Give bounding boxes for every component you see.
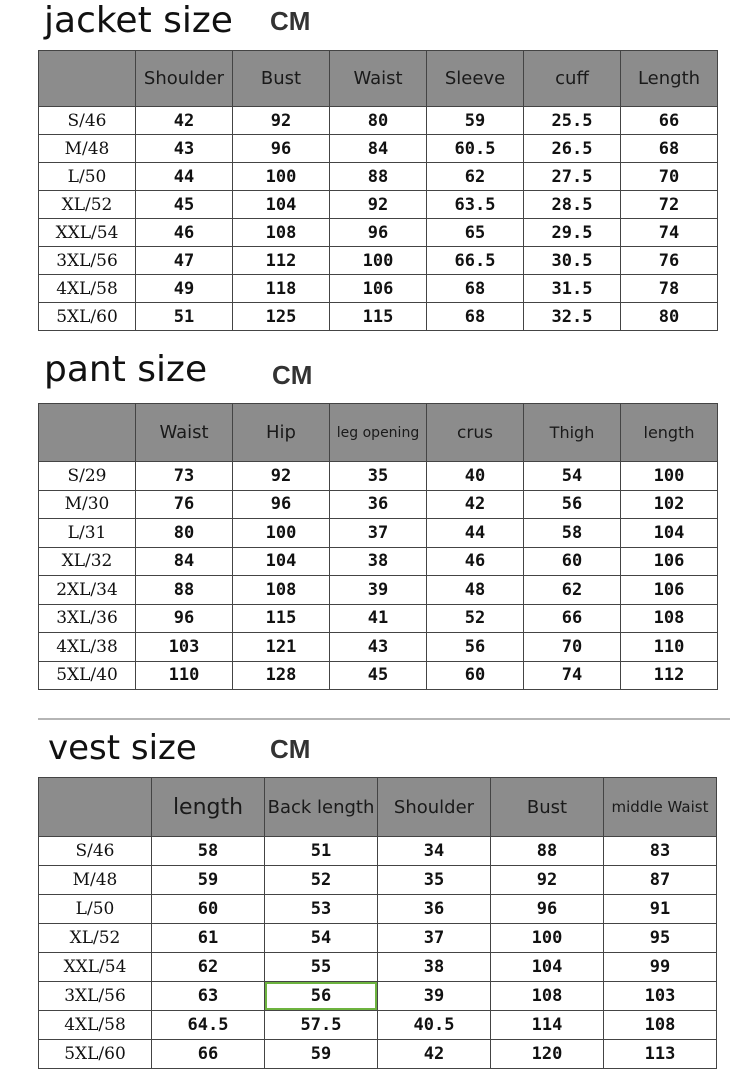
measurement-cell: 59 xyxy=(265,1040,378,1069)
size-label-cell: M/48 xyxy=(39,135,136,163)
vest-size-table xyxy=(38,777,717,1069)
size-label-cell: S/46 xyxy=(39,107,136,135)
measurement-cell: 56 xyxy=(427,633,524,662)
table-row xyxy=(39,219,718,247)
measurement-cell: 48 xyxy=(427,576,524,605)
measurement-cell: 63.5 xyxy=(427,191,524,219)
size-label-cell: 2XL/34 xyxy=(39,576,136,605)
measurement-cell: 66 xyxy=(152,1040,265,1069)
measurement-cell: 45 xyxy=(136,191,233,219)
jacket-header-row xyxy=(39,51,718,107)
table-row xyxy=(39,247,718,275)
measurement-cell: 74 xyxy=(524,661,621,690)
measurement-cell: 108 xyxy=(604,1011,717,1040)
measurement-cell: 62 xyxy=(152,953,265,982)
measurement-cell: 49 xyxy=(136,275,233,303)
column-header-bust: Bust xyxy=(491,778,604,837)
table-row xyxy=(39,1040,717,1069)
measurement-cell: 60 xyxy=(152,895,265,924)
column-header-length: length xyxy=(152,778,265,837)
measurement-cell: 28.5 xyxy=(524,191,621,219)
size-label-cell: 3XL/56 xyxy=(39,247,136,275)
measurement-cell: 70 xyxy=(524,633,621,662)
measurement-cell: 106 xyxy=(621,547,718,576)
size-label-cell: XL/32 xyxy=(39,547,136,576)
measurement-cell: 60 xyxy=(427,661,524,690)
measurement-cell: 38 xyxy=(330,547,427,576)
measurement-cell: 59 xyxy=(427,107,524,135)
table-row xyxy=(39,604,718,633)
measurement-cell: 113 xyxy=(604,1040,717,1069)
measurement-cell: 110 xyxy=(621,633,718,662)
table-row xyxy=(39,633,718,662)
measurement-cell: 42 xyxy=(136,107,233,135)
measurement-cell: 108 xyxy=(233,219,330,247)
pant-title: pant size xyxy=(44,349,208,390)
measurement-cell: 78 xyxy=(621,275,718,303)
jacket-title: jacket size xyxy=(44,0,233,41)
measurement-cell: 29.5 xyxy=(524,219,621,247)
section-divider xyxy=(38,718,730,720)
measurement-cell: 88 xyxy=(330,163,427,191)
measurement-cell: 44 xyxy=(136,163,233,191)
measurement-cell: 108 xyxy=(491,982,604,1011)
column-header-size xyxy=(39,404,136,462)
size-label-cell: S/29 xyxy=(39,462,136,491)
table-row xyxy=(39,1011,717,1040)
table-row xyxy=(39,191,718,219)
measurement-cell: 84 xyxy=(136,547,233,576)
measurement-cell: 41 xyxy=(330,604,427,633)
measurement-cell: 92 xyxy=(233,107,330,135)
measurement-cell: 99 xyxy=(604,953,717,982)
measurement-cell: 114 xyxy=(491,1011,604,1040)
measurement-cell: 125 xyxy=(233,303,330,331)
table-row xyxy=(39,953,717,982)
column-header-cuff: cuff xyxy=(524,51,621,107)
column-header-middle-waist: middle Waist xyxy=(604,778,717,837)
measurement-cell: 53 xyxy=(265,895,378,924)
measurement-cell: 84 xyxy=(330,135,427,163)
pant-unit: CM xyxy=(272,360,313,390)
vest-header-row xyxy=(39,778,717,837)
measurement-cell: 104 xyxy=(233,547,330,576)
measurement-cell: 57.5 xyxy=(265,1011,378,1040)
measurement-cell: 100 xyxy=(491,924,604,953)
measurement-cell: 56 xyxy=(265,982,378,1011)
measurement-cell: 52 xyxy=(265,866,378,895)
measurement-cell: 95 xyxy=(604,924,717,953)
measurement-cell: 51 xyxy=(136,303,233,331)
size-label-cell: L/31 xyxy=(39,519,136,548)
measurement-cell: 112 xyxy=(233,247,330,275)
measurement-cell: 68 xyxy=(427,275,524,303)
measurement-cell: 104 xyxy=(491,953,604,982)
table-row xyxy=(39,895,717,924)
size-label-cell: 5XL/60 xyxy=(39,1040,152,1069)
column-header-crus: crus xyxy=(427,404,524,462)
column-header-size xyxy=(39,51,136,107)
measurement-cell: 100 xyxy=(233,519,330,548)
measurement-cell: 60.5 xyxy=(427,135,524,163)
measurement-cell: 37 xyxy=(378,924,491,953)
measurement-cell: 96 xyxy=(330,219,427,247)
measurement-cell: 56 xyxy=(524,490,621,519)
measurement-cell: 121 xyxy=(233,633,330,662)
measurement-cell: 39 xyxy=(330,576,427,605)
measurement-cell: 42 xyxy=(378,1040,491,1069)
table-row xyxy=(39,135,718,163)
measurement-cell: 104 xyxy=(621,519,718,548)
measurement-cell: 59 xyxy=(152,866,265,895)
measurement-cell: 66 xyxy=(621,107,718,135)
measurement-cell: 46 xyxy=(427,547,524,576)
measurement-cell: 62 xyxy=(524,576,621,605)
jacket-size-table xyxy=(38,50,718,331)
measurement-cell: 128 xyxy=(233,661,330,690)
measurement-cell: 55 xyxy=(265,953,378,982)
measurement-cell: 60 xyxy=(524,547,621,576)
measurement-cell: 72 xyxy=(621,191,718,219)
measurement-cell: 40 xyxy=(427,462,524,491)
table-row xyxy=(39,107,718,135)
column-header-waist: Waist xyxy=(330,51,427,107)
measurement-cell: 30.5 xyxy=(524,247,621,275)
table-row xyxy=(39,462,718,491)
table-row xyxy=(39,576,718,605)
measurement-cell: 27.5 xyxy=(524,163,621,191)
column-header-shoulder: Shoulder xyxy=(136,51,233,107)
size-label-cell: XXL/54 xyxy=(39,219,136,247)
pant-header-row xyxy=(39,404,718,462)
measurement-cell: 36 xyxy=(330,490,427,519)
column-header-waist: Waist xyxy=(136,404,233,462)
size-label-cell: 4XL/58 xyxy=(39,1011,152,1040)
measurement-cell: 40.5 xyxy=(378,1011,491,1040)
table-row xyxy=(39,303,718,331)
measurement-cell: 54 xyxy=(265,924,378,953)
measurement-cell: 73 xyxy=(136,462,233,491)
measurement-cell: 45 xyxy=(330,661,427,690)
table-row xyxy=(39,547,718,576)
measurement-cell: 92 xyxy=(491,866,604,895)
measurement-cell: 80 xyxy=(621,303,718,331)
measurement-cell: 103 xyxy=(136,633,233,662)
measurement-cell: 115 xyxy=(330,303,427,331)
table-row xyxy=(39,837,717,866)
column-header-size xyxy=(39,778,152,837)
measurement-cell: 115 xyxy=(233,604,330,633)
measurement-cell: 96 xyxy=(233,135,330,163)
measurement-cell: 88 xyxy=(136,576,233,605)
column-header-leg-opening: leg opening xyxy=(330,404,427,462)
measurement-cell: 110 xyxy=(136,661,233,690)
measurement-cell: 34 xyxy=(378,837,491,866)
measurement-cell: 36 xyxy=(378,895,491,924)
measurement-cell: 37 xyxy=(330,519,427,548)
column-header-shoulder: Shoulder xyxy=(378,778,491,837)
measurement-cell: 103 xyxy=(604,982,717,1011)
size-label-cell: L/50 xyxy=(39,163,136,191)
size-label-cell: M/30 xyxy=(39,490,136,519)
measurement-cell: 52 xyxy=(427,604,524,633)
measurement-cell: 62 xyxy=(427,163,524,191)
measurement-cell: 118 xyxy=(233,275,330,303)
measurement-cell: 92 xyxy=(330,191,427,219)
measurement-cell: 96 xyxy=(136,604,233,633)
measurement-cell: 102 xyxy=(621,490,718,519)
table-row xyxy=(39,490,718,519)
measurement-cell: 63 xyxy=(152,982,265,1011)
measurement-cell: 108 xyxy=(233,576,330,605)
measurement-cell: 26.5 xyxy=(524,135,621,163)
measurement-cell: 76 xyxy=(136,490,233,519)
table-row xyxy=(39,866,717,895)
size-label-cell: 4XL/38 xyxy=(39,633,136,662)
size-label-cell: M/48 xyxy=(39,866,152,895)
column-header-length: Length xyxy=(621,51,718,107)
measurement-cell: 38 xyxy=(378,953,491,982)
measurement-cell: 88 xyxy=(491,837,604,866)
column-header-length: length xyxy=(621,404,718,462)
measurement-cell: 92 xyxy=(233,462,330,491)
measurement-cell: 112 xyxy=(621,661,718,690)
measurement-cell: 80 xyxy=(330,107,427,135)
column-header-back-length: Back length xyxy=(265,778,378,837)
measurement-cell: 44 xyxy=(427,519,524,548)
table-row xyxy=(39,924,717,953)
size-label-cell: 5XL/60 xyxy=(39,303,136,331)
measurement-cell: 66.5 xyxy=(427,247,524,275)
measurement-cell: 66 xyxy=(524,604,621,633)
column-header-thigh: Thigh xyxy=(524,404,621,462)
table-row xyxy=(39,519,718,548)
measurement-cell: 74 xyxy=(621,219,718,247)
vest-title: vest size xyxy=(48,728,197,768)
size-label-cell: 3XL/56 xyxy=(39,982,152,1011)
size-label-cell: XL/52 xyxy=(39,191,136,219)
vest-unit: CM xyxy=(270,734,311,764)
measurement-cell: 108 xyxy=(621,604,718,633)
column-header-hip: Hip xyxy=(233,404,330,462)
size-label-cell: S/46 xyxy=(39,837,152,866)
measurement-cell: 61 xyxy=(152,924,265,953)
column-header-bust: Bust xyxy=(233,51,330,107)
measurement-cell: 76 xyxy=(621,247,718,275)
jacket-unit: CM xyxy=(270,6,311,36)
measurement-cell: 100 xyxy=(621,462,718,491)
measurement-cell: 35 xyxy=(330,462,427,491)
measurement-cell: 65 xyxy=(427,219,524,247)
table-row xyxy=(39,275,718,303)
measurement-cell: 46 xyxy=(136,219,233,247)
measurement-cell: 47 xyxy=(136,247,233,275)
measurement-cell: 96 xyxy=(491,895,604,924)
measurement-cell: 68 xyxy=(427,303,524,331)
size-label-cell: 5XL/40 xyxy=(39,661,136,690)
measurement-cell: 43 xyxy=(330,633,427,662)
table-row xyxy=(39,661,718,690)
measurement-cell: 120 xyxy=(491,1040,604,1069)
measurement-cell: 25.5 xyxy=(524,107,621,135)
measurement-cell: 39 xyxy=(378,982,491,1011)
measurement-cell: 80 xyxy=(136,519,233,548)
measurement-cell: 68 xyxy=(621,135,718,163)
pant-size-table xyxy=(38,403,718,690)
table-row xyxy=(39,163,718,191)
measurement-cell: 35 xyxy=(378,866,491,895)
column-header-sleeve: Sleeve xyxy=(427,51,524,107)
measurement-cell: 43 xyxy=(136,135,233,163)
measurement-cell: 32.5 xyxy=(524,303,621,331)
measurement-cell: 70 xyxy=(621,163,718,191)
table-row xyxy=(39,982,717,1011)
measurement-cell: 106 xyxy=(621,576,718,605)
measurement-cell: 51 xyxy=(265,837,378,866)
measurement-cell: 91 xyxy=(604,895,717,924)
size-label-cell: XL/52 xyxy=(39,924,152,953)
size-label-cell: L/50 xyxy=(39,895,152,924)
measurement-cell: 104 xyxy=(233,191,330,219)
measurement-cell: 100 xyxy=(233,163,330,191)
measurement-cell: 58 xyxy=(152,837,265,866)
measurement-cell: 31.5 xyxy=(524,275,621,303)
size-label-cell: XXL/54 xyxy=(39,953,152,982)
measurement-cell: 100 xyxy=(330,247,427,275)
measurement-cell: 42 xyxy=(427,490,524,519)
measurement-cell: 96 xyxy=(233,490,330,519)
measurement-cell: 87 xyxy=(604,866,717,895)
size-label-cell: 4XL/58 xyxy=(39,275,136,303)
size-label-cell: 3XL/36 xyxy=(39,604,136,633)
measurement-cell: 83 xyxy=(604,837,717,866)
measurement-cell: 106 xyxy=(330,275,427,303)
measurement-cell: 58 xyxy=(524,519,621,548)
measurement-cell: 64.5 xyxy=(152,1011,265,1040)
measurement-cell: 54 xyxy=(524,462,621,491)
